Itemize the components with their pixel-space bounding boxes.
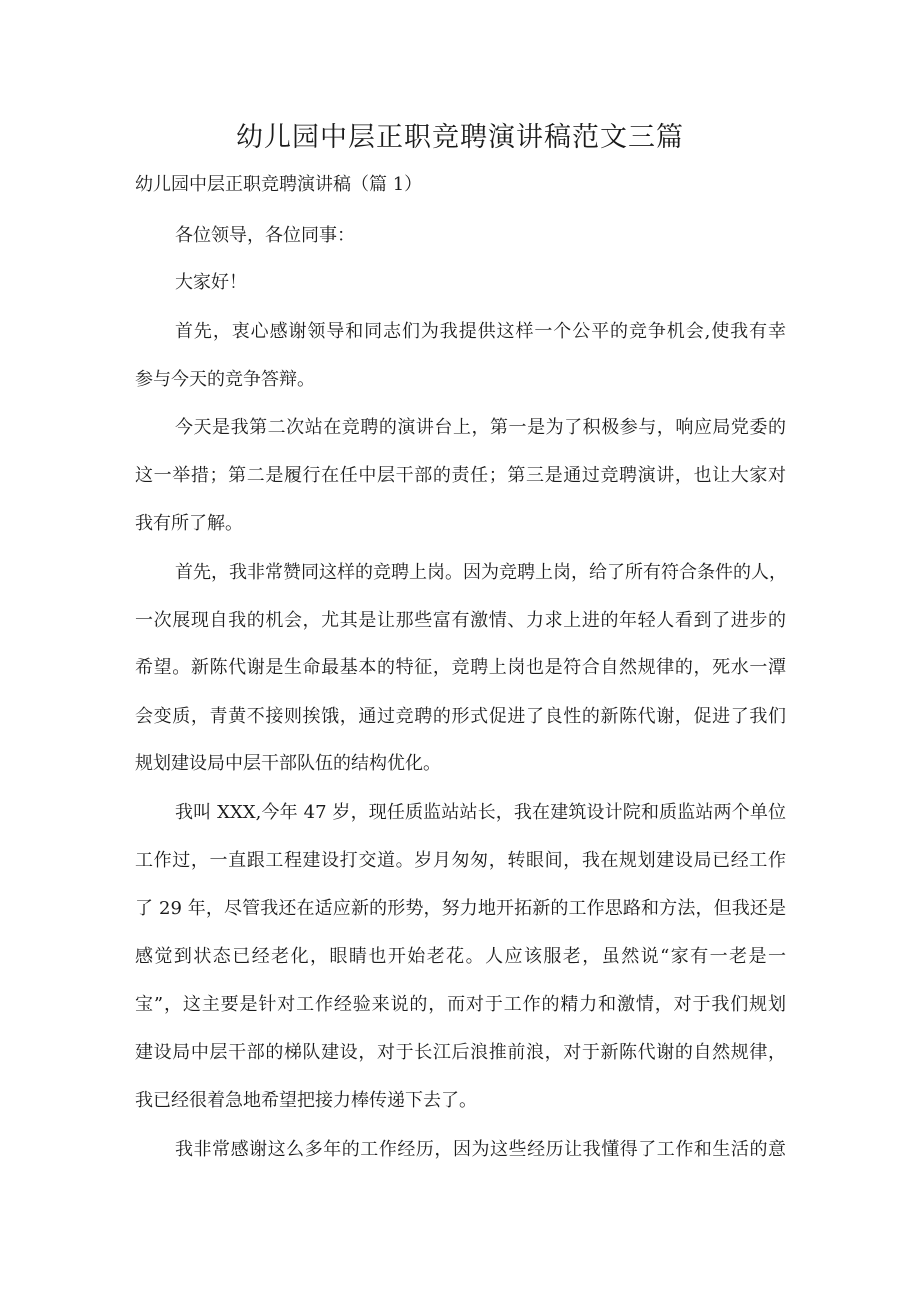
paragraph-line: 了 29 年，尽管我还在适应新的形势，努力地开拓新的工作思路和方法，但我还是 xyxy=(135,898,786,919)
paragraph-line: 这一举措；第二是履行在任中层干部的责任；第三是通过竞聘演讲，也让大家对 xyxy=(135,465,786,486)
paragraph-line: 工作过，一直跟工程建设打交道。岁月匆匆，转眼间，我在规划建设局已经工作 xyxy=(135,850,786,871)
document-title: 幼儿园中层正职竞聘演讲稿范文三篇 xyxy=(236,122,684,153)
paragraph-line: 宝”，这主要是针对工作经验来说的，而对于工作的精力和激情，对于我们规划 xyxy=(135,994,786,1015)
paragraph-line: 会变质，青黄不接则挨饿，通过竞聘的形式促进了良性的新陈代谢，促进了我们 xyxy=(135,706,786,727)
section-heading: 幼儿园中层正职竞聘演讲稿（篇 1） xyxy=(135,174,423,195)
paragraph-line: 一次展现自我的机会，尤其是让那些富有激情、力求上进的年轻人看到了进步的 xyxy=(135,610,786,631)
paragraph-line: 规划建设局中层干部队伍的结构优化。 xyxy=(135,753,441,774)
salutation-line: 各位领导，各位同事： xyxy=(175,225,355,246)
paragraph-line: 希望。新陈代谢是生命最基本的特征，竞聘上岗也是符合自然规律的，死水一潭 xyxy=(135,657,786,678)
paragraph-line: 建设局中层干部的梯队建设，对于长江后浪推前浪，对于新陈代谢的自然规律， xyxy=(135,1042,786,1063)
paragraph-line: 首先，衷心感谢领导和同志们为我提供这样一个公平的竞争机会,使我有幸 xyxy=(175,321,786,342)
paragraph-line: 我已经很着急地希望把接力棒传递下去了。 xyxy=(135,1090,477,1111)
greeting-line: 大家好！ xyxy=(175,272,247,293)
paragraph-line: 参与今天的竞争答辩。 xyxy=(135,369,315,390)
paragraph-line: 感觉到状态已经老化，眼睛也开始老花。人应该服老，虽然说“家有一老是一 xyxy=(135,946,786,967)
paragraph-line: 今天是我第二次站在竞聘的演讲台上，第一是为了积极参与，响应局党委的 xyxy=(175,417,786,438)
paragraph-line: 我有所了解。 xyxy=(135,513,243,534)
paragraph-line: 我叫 XXX,今年 47 岁，现任质监站站长，我在建筑设计院和质监站两个单位 xyxy=(175,802,786,823)
paragraph-line: 首先，我非常赞同这样的竞聘上岗。因为竞聘上岗，给了所有符合条件的人， xyxy=(175,562,787,583)
paragraph-line: 我非常感谢这么多年的工作经历，因为这些经历让我懂得了工作和生活的意 xyxy=(175,1139,786,1160)
